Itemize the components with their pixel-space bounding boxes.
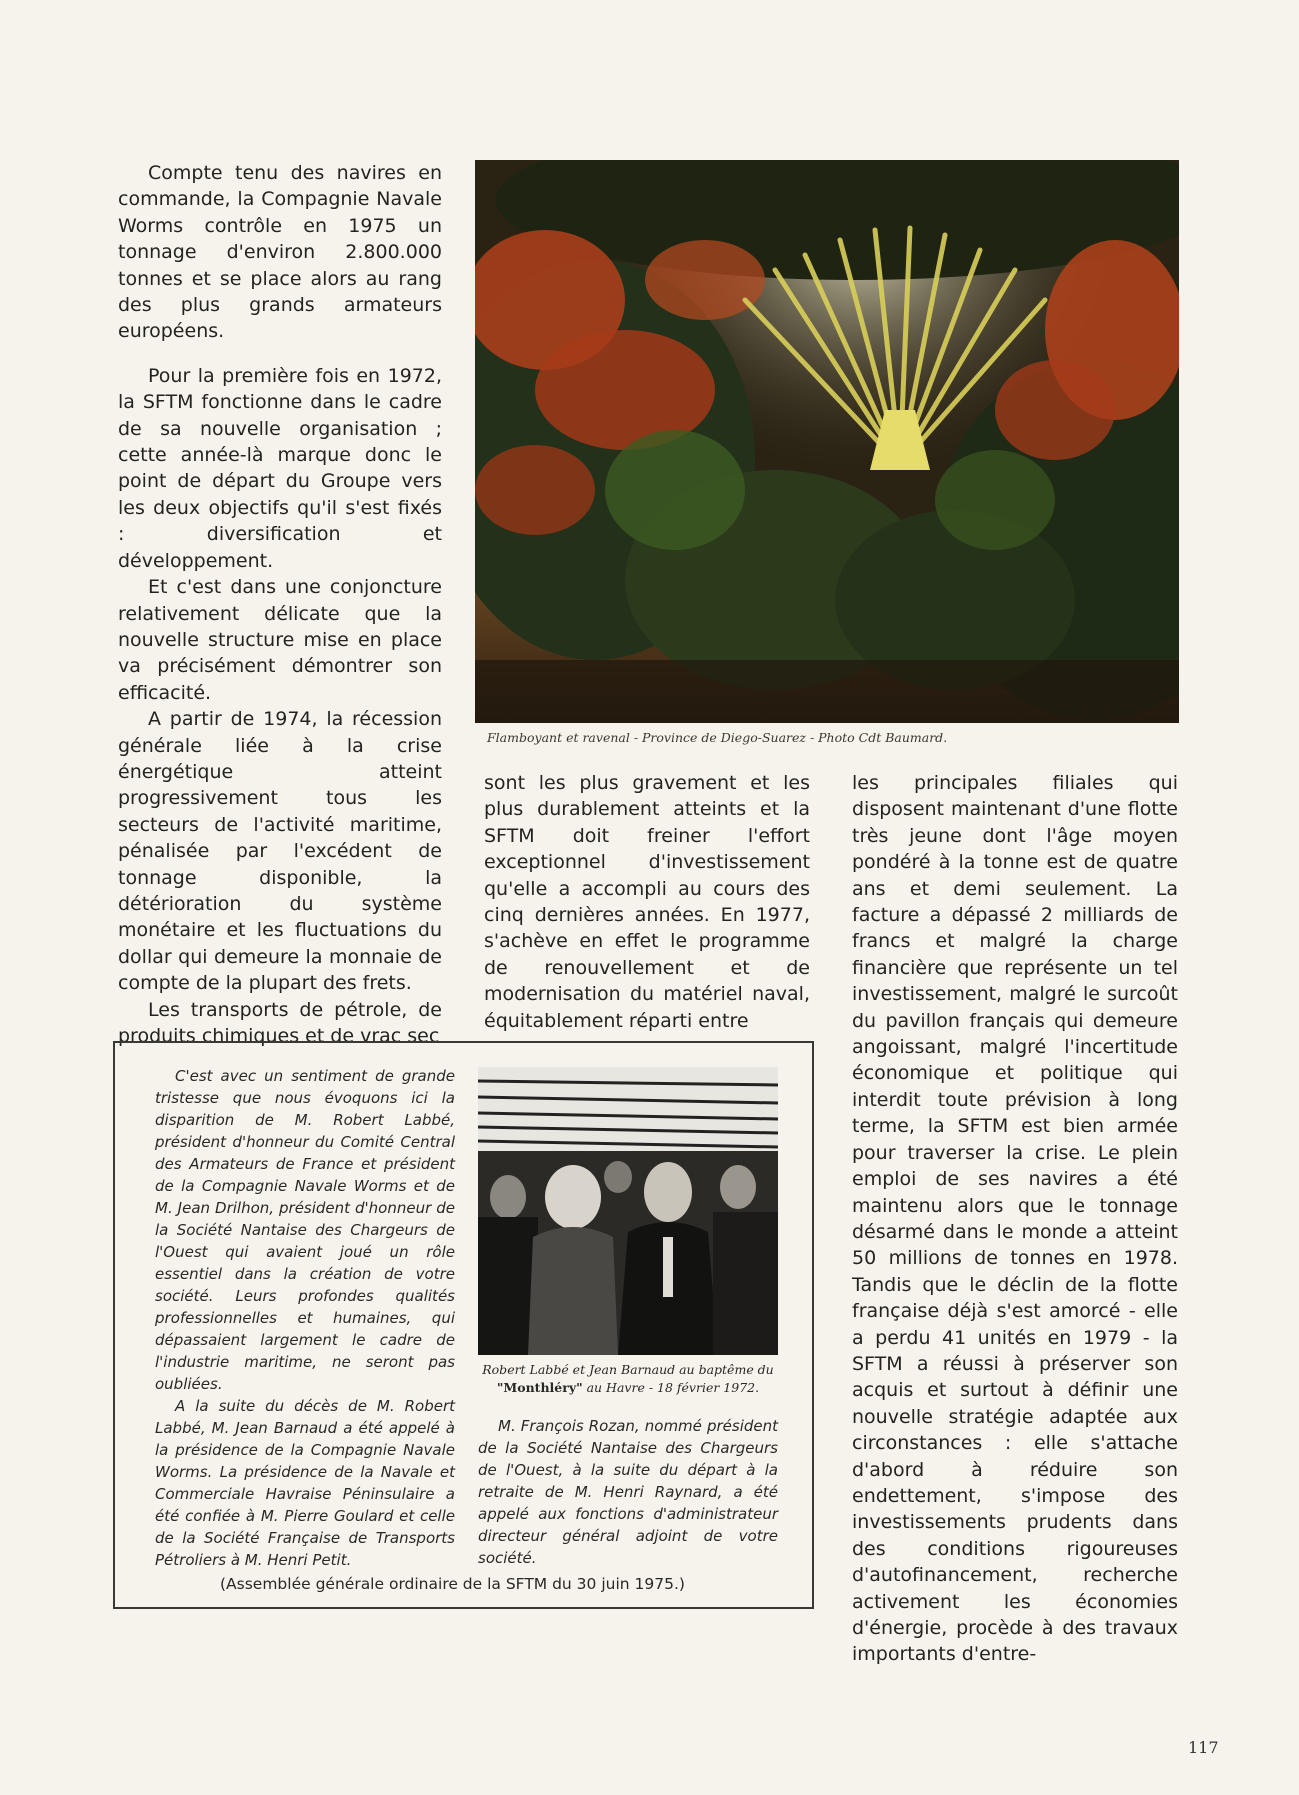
- column-middle: [484, 770, 810, 1034]
- photo-caption: Flamboyant et ravenal - Province de Diego-Suarez - Photo Cdt Baumard.: [487, 730, 948, 745]
- paragraph: Compte tenu des navires en commande, la Compagnie Navale Worms contrôle en 1975 un tonnage d'environ 2.800.000 tonnes et se place alors au rang des plus grands armateurs européens.: [118, 162, 442, 343]
- paragraph: A la suite du décès de M. Robert Labbé, M. Jean Barnaud a été appelé à la présidence de la Compagnie Navale Worms. La présidence de la Navale et Commerciale Havraise Péninsulaire a été confiée à M. Pierre Goulard et celle de la Société Française de Transports Pétroliers à M. Henri Petit.: [155, 1397, 455, 1569]
- paragraph: M. François Rozan, nommé président de la Société Nantaise des Chargeurs de l'Ouest, à la suite du départ à la retraite de M. Henri Raynard, a été appelé aux fonctions d'administrateur directeur général adjoint de votre société.: [478, 1417, 778, 1567]
- box-footer: (Assemblée générale ordinaire de la SFTM du 30 juin 1975.): [220, 1575, 685, 1593]
- box-left-text: [155, 1065, 455, 1571]
- paragraph: C'est avec un sentiment de grande tristesse que nous évoquons ici la disparition de M. Robert Labbé, président d'honneur du Comité Central des Armateurs de France et président de la Compagnie Navale Worms et de M. Jean Drilhon, président d'honneur de la Société Nantaise des Chargeurs de l'Ouest qui avaient joué un rôle essentiel dans la création de votre société. Leurs profondes qualités professionnelles et humaines, qui dépassaient largement le cadre de l'industrie maritime, ne seront pas oubliées.: [155, 1067, 455, 1393]
- announcement-box: [113, 1041, 814, 1609]
- column-left: [118, 160, 442, 1049]
- paragraph: Pour la première fois en 1972, la SFTM fonctionne dans le cadre de sa nouvelle organisation ; cette année-là marque donc le point de départ du Groupe vers les deux objectifs qu'il s'est fixés : diversification et développement.: [118, 364, 442, 572]
- paragraph: Et c'est dans une conjoncture relativement délicate que la nouvelle structure mise en place va précisément démontrer son efficacité.: [118, 576, 442, 704]
- ship-name: "Monthléry": [496, 1380, 583, 1395]
- box-right-text: [478, 1415, 778, 1569]
- paragraph: les principales filiales qui disposent maintenant d'une flotte très jeune dont l'âge moyen pondéré à la tonne est de quatre ans et demi seulement. La facture a dépassé 2 milliards de francs et malgré la charge financière que représente un tel investissement, malgré le surcoût du pavillon français qui demeure angoissant, malgré l'incertitude économique et politique qui interdit toute prévision à long terme, la SFTM est bien armée pour traverser la crise. Le plein emploi de ses navires a été maintenu alors que le tonnage désarmé dans le monde a atteint 50 millions de tonnes en 1978. Tandis que le déclin de la flotte française déjà s'est amorcé - elle a perdu 41 unités en 1979 - la SFTM a réussi à préserver son acquis et surtout à définir une nouvelle stratégie adaptée aux circonstances : elle s'attache d'abord à réduire son endettement, s'impose des investissements prudents dans des conditions rigoureuses d'autofinancement, recherche activement les économies d'énergie, procède à des travaux importants d'entre-: [852, 772, 1178, 1666]
- column-right: [852, 770, 1178, 1668]
- caption-line: au Havre - 18 février 1972.: [582, 1380, 760, 1395]
- caption-line: Robert Labbé et Jean Barnaud au baptême du: [482, 1362, 774, 1377]
- flamboyant-photo: [475, 160, 1179, 723]
- page-number: 117: [1188, 1738, 1219, 1757]
- labbe-barnaud-photo: [478, 1067, 778, 1355]
- photo-caption: [478, 1361, 778, 1397]
- paragraph: Les transports de pétrole, de produits chimiques et de vrac sec: [118, 998, 442, 1047]
- paragraph: sont les plus gravement et les plus durablement atteints et la SFTM doit freiner l'effort exceptionnel d'investissement qu'elle a accompli au cours des cinq dernières années. En 1977, s'achève en effet le programme de renouvellement et de modernisation du matériel naval, équitablement réparti entre: [484, 772, 810, 1032]
- paragraph: A partir de 1974, la récession générale liée à la crise énergétique atteint progressivement tous les secteurs de l'activité maritime, pénalisée par l'excédent de tonnage disponible, la détérioration du système monétaire et les fluctuations du dollar qui demeure la monnaie de compte de la plupart des frets.: [118, 708, 442, 995]
